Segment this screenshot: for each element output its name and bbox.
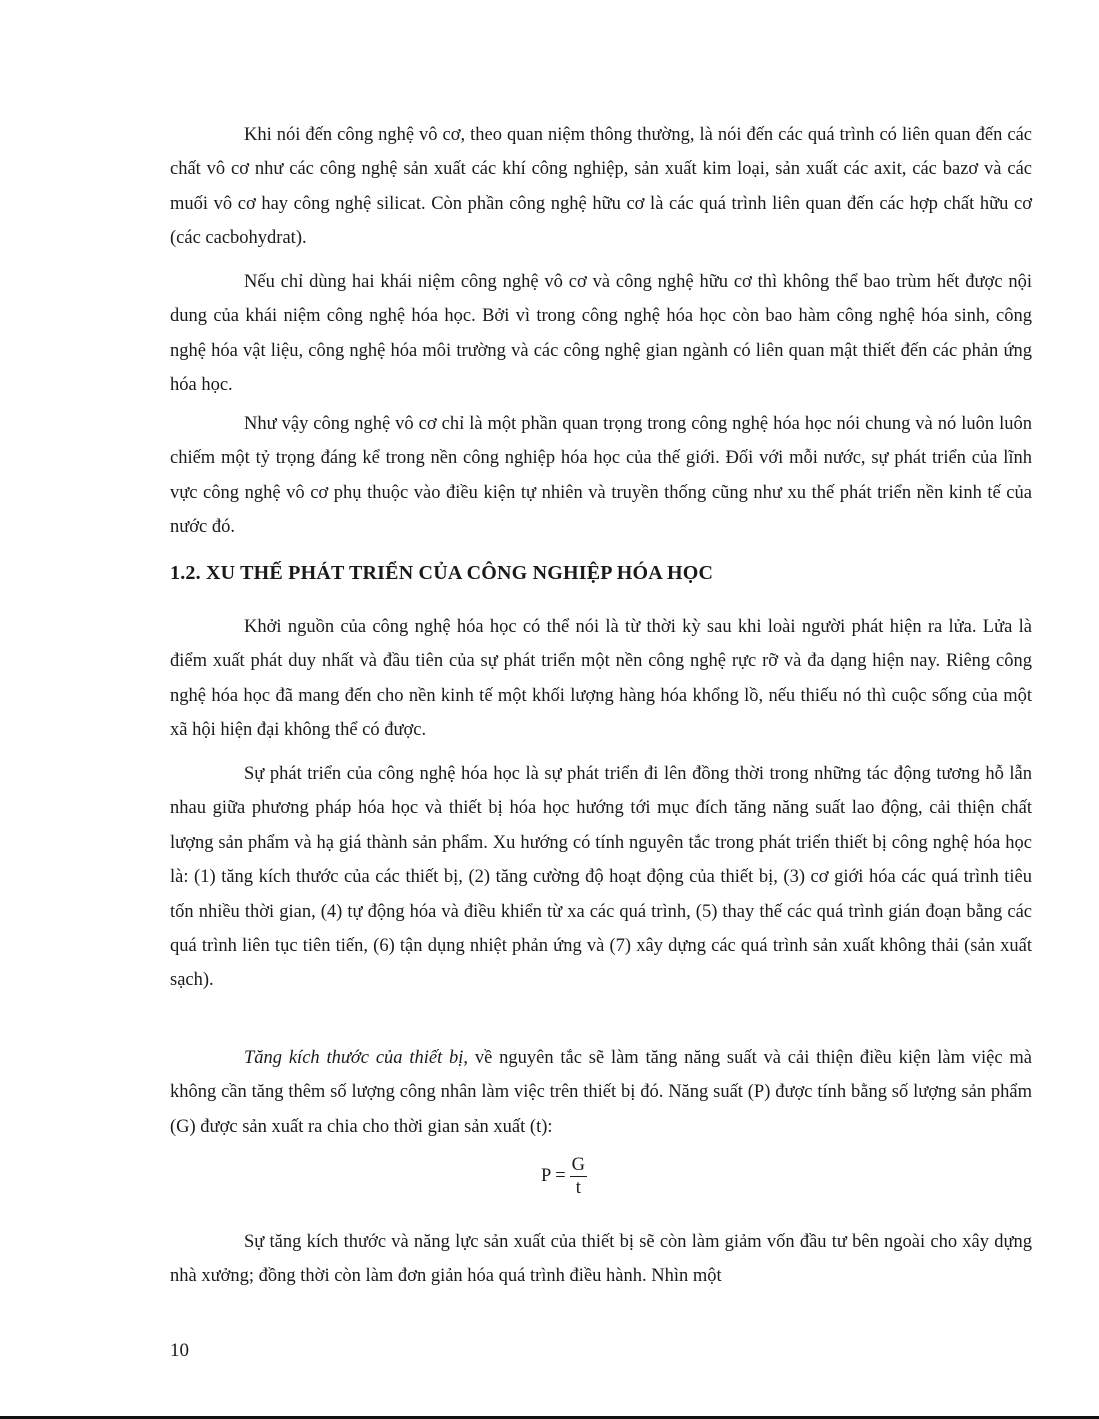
- paragraph-inorganic-importance: [170, 407, 1032, 545]
- paragraph-text: Như vậy công nghệ vô cơ chỉ là một phần quan trọng trong công nghệ hóa học nói chung và nó luôn luôn chiếm một tỷ trọng đáng kể trong nền công nghiệp hóa học của thế giới. Đối với mỗi nước, sự phát triển của lĩnh vực công nghệ vô cơ phụ thuộc vào điều kiện tự nhiên và truyền thống cũng như xu thế phát triển nền kinh tế của nước đó.: [170, 414, 1032, 538]
- paragraph-text: Sự tăng kích thước và năng lực sản xuất của thiết bị sẽ còn làm giảm vốn đầu tư bên ngoài cho xây dựng nhà xưởng; đồng thời còn làm đơn giản hóa quá trình điều hành. Nhìn một: [170, 1232, 1032, 1287]
- paragraph-inorganic-definition: [170, 118, 1032, 256]
- formula-lhs: P =: [541, 1166, 566, 1186]
- paragraph-text: Khi nói đến công nghệ vô cơ, theo quan niệm thông thường, là nói đến các quá trình có liên quan đến các chất vô cơ như các công nghệ sản xuất các khí công nghiệp, sản xuất kim loại, sản xuất các axit, các bazơ và các muối vô cơ hay công nghệ silicat. Còn phần công nghệ hữu cơ là các quá trình liên quan đến các hợp chất hữu cơ (các cacbohydrat).: [170, 125, 1032, 249]
- formula-numerator: G: [571, 1155, 586, 1175]
- paragraph-development-trends: [170, 757, 1032, 998]
- paragraph-size-benefits: [170, 1225, 1032, 1294]
- paragraph-text: [170, 1041, 1032, 1144]
- paragraph-text: Khởi nguồn của công nghệ hóa học có thể nói là từ thời kỳ sau khi loài người phát hiện ra lửa. Lửa là điểm xuất phát duy nhất và đầu tiên của sự phát triển một nền công nghệ rực rỡ và đa dạng hiện nay. Riêng công nghệ hóa học đã mang đến cho nền kinh tế một khối lượng hàng hóa khổng lồ, nếu thiếu nó thì cuộc sống của một xã hội hiện đại không thể có được.: [170, 617, 1032, 741]
- formula-fraction: [570, 1154, 587, 1199]
- paragraph-continuation: , về nguyên tắc sẽ làm tăng năng suất và cải thiện điều kiện làm việc mà không cần tăng thêm số lượng công nhân làm việc trên thiết bị đó. Năng suất (P) được tính bằng số lượng sản phẩm (G) được sản xuất ra chia cho thời gian sản xuất (t):: [170, 1048, 1033, 1137]
- paragraph-text: Sự phát triển của công nghệ hóa học là sự phát triển đi lên đồng thời trong những tác động tương hỗ lẫn nhau giữa phương pháp hóa học và thiết bị hóa học hướng tới mục đích tăng năng suất lao động, cải thiện chất lượng sản phẩm và hạ giá thành sản phẩm. Xu hướng có tính nguyên tắc trong phát triển thiết bị công nghệ hóa học là: (1) tăng kích thước của các thiết bị, (2) tăng cường độ hoạt động của thiết bị, (3) cơ giới hóa các quá trình tiêu tốn nhiều thời gian, (4) tự động hóa và điều khiển từ xa các quá trình, (5) thay thế các quá trình gián đoạn bằng các quá trình liên tục tiên tiến, (6) tận dụng nhiệt phản ứng và (7) xây dựng các quá trình sản xuất không thải (sản xuất sạch).: [170, 764, 1032, 991]
- paragraph-chemical-technology-scope: [170, 265, 1032, 403]
- formula-denominator: t: [575, 1178, 581, 1198]
- paragraph-text: Nếu chỉ dùng hai khái niệm công nghệ vô cơ và công nghệ hữu cơ thì không thể bao trùm hết được nội dung của khái niệm công nghệ hóa học. Bởi vì trong công nghệ hóa học còn bao hàm công nghệ hóa sinh, công nghệ hóa vật liệu, công nghệ hóa môi trường và các công nghệ gian ngành có liên quan mật thiết đến các phản ứng hóa học.: [170, 272, 1032, 396]
- italic-term: Tăng kích thước của thiết bị: [244, 1048, 464, 1068]
- paragraph-origin: [170, 610, 1032, 748]
- paragraph-equipment-size: [170, 1041, 1032, 1144]
- section-heading: 1.2. XU THẾ PHÁT TRIỂN CỦA CÔNG NGHIỆP HÓA HỌC: [170, 562, 714, 584]
- page-number: 10: [170, 1340, 189, 1361]
- productivity-formula: [541, 1154, 587, 1199]
